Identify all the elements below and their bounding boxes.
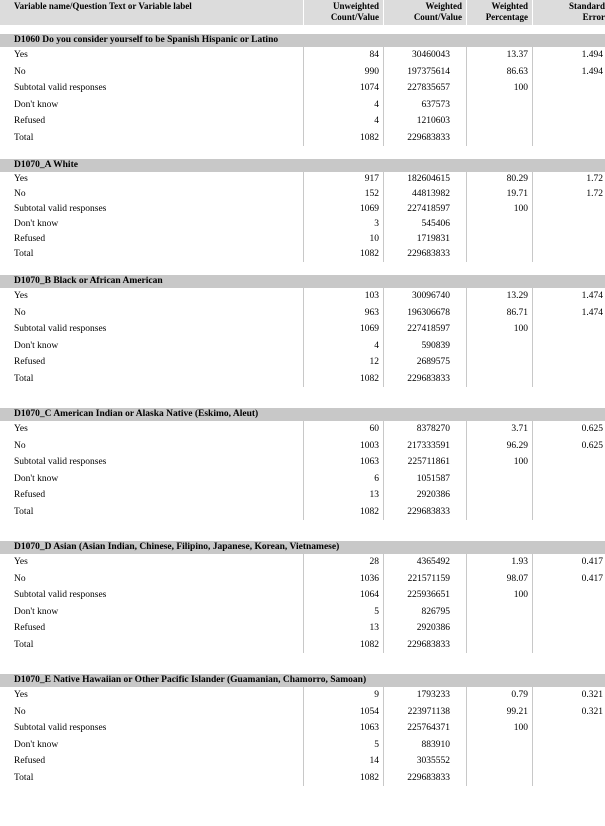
unweighted-count: 1082 bbox=[304, 247, 384, 262]
standard-error: 0.321 bbox=[581, 690, 603, 700]
row-label: No bbox=[0, 571, 304, 588]
row-label: Yes bbox=[0, 421, 304, 438]
weighted-count: 229683833 bbox=[384, 504, 467, 521]
weighted-count: 229683833 bbox=[384, 770, 467, 787]
weighted-percentage bbox=[467, 97, 533, 114]
weighted-count: 2689575 bbox=[384, 354, 467, 371]
standard-error: 0.417 bbox=[581, 573, 603, 584]
header-weighted-l1: Weighted bbox=[425, 1, 462, 11]
weighted-percentage: 96.29 bbox=[467, 438, 533, 455]
section-title: D1070_D Asian (Asian Indian, Chinese, Filipino, Japanese, Korean, Vietnamese) bbox=[0, 541, 605, 554]
standard-error bbox=[533, 232, 605, 247]
weighted-percentage: 13.37 bbox=[467, 47, 533, 64]
unweighted-count: 1082 bbox=[304, 504, 384, 521]
unweighted-count: 1069 bbox=[304, 321, 384, 338]
table-row bbox=[0, 720, 605, 737]
section-title: D1070_E Native Hawaiian or Other Pacific Islander (Guamanian, Chamorro, Samoan) bbox=[0, 674, 605, 687]
table-row bbox=[0, 187, 605, 202]
standard-error: 0.321 bbox=[581, 706, 603, 717]
unweighted-count: 1069 bbox=[304, 202, 384, 217]
variable-section bbox=[0, 541, 605, 653]
standard-error bbox=[533, 354, 605, 371]
standard-error: 1.494 bbox=[581, 50, 603, 60]
weighted-percentage bbox=[467, 637, 533, 654]
section-title: D1060 Do you consider yourself to be Spanish Hispanic or Latino bbox=[0, 34, 605, 47]
unweighted-count: 5 bbox=[304, 604, 384, 621]
weighted-count: 3035552 bbox=[384, 753, 467, 770]
header-variable-label: Variable name/Question Text or Variable label bbox=[14, 1, 192, 11]
weighted-percentage bbox=[467, 737, 533, 754]
weighted-percentage: 100 bbox=[467, 80, 533, 97]
weighted-percentage bbox=[467, 770, 533, 787]
weighted-percentage bbox=[467, 217, 533, 232]
table-row bbox=[0, 113, 605, 130]
weighted-percentage bbox=[467, 247, 533, 262]
row-label: Total bbox=[0, 504, 304, 521]
unweighted-count: 103 bbox=[304, 288, 384, 305]
weighted-count: 197375614 bbox=[384, 64, 467, 81]
standard-error bbox=[533, 97, 605, 114]
unweighted-count: 14 bbox=[304, 753, 384, 770]
weighted-percentage: 100 bbox=[467, 454, 533, 471]
weighted-count: 217333591 bbox=[384, 438, 467, 455]
standard-error bbox=[533, 604, 605, 621]
weighted-percentage bbox=[467, 604, 533, 621]
table-row bbox=[0, 454, 605, 471]
unweighted-count: 1082 bbox=[304, 130, 384, 147]
standard-error bbox=[533, 637, 605, 654]
standard-error bbox=[533, 753, 605, 770]
weighted-count: 1719831 bbox=[384, 232, 467, 247]
standard-error bbox=[533, 130, 605, 147]
row-label: Yes bbox=[0, 687, 304, 704]
weighted-percentage bbox=[467, 113, 533, 130]
table-row bbox=[0, 80, 605, 97]
unweighted-count: 6 bbox=[304, 471, 384, 488]
weighted-count: 1051587 bbox=[384, 471, 467, 488]
table-row bbox=[0, 217, 605, 232]
row-label: Don't know bbox=[0, 737, 304, 754]
unweighted-count: 152 bbox=[304, 187, 384, 202]
weighted-count: 590839 bbox=[384, 338, 467, 355]
row-label: No bbox=[0, 64, 304, 81]
header-unweighted-l1: Unweighted bbox=[332, 1, 379, 11]
standard-error: 1.474 bbox=[581, 307, 603, 318]
row-label: Refused bbox=[0, 232, 304, 247]
unweighted-count: 1074 bbox=[304, 80, 384, 97]
table-row bbox=[0, 232, 605, 247]
table-row bbox=[0, 247, 605, 262]
table-row bbox=[0, 421, 605, 438]
weighted-count: 229683833 bbox=[384, 371, 467, 388]
weighted-percentage: 100 bbox=[467, 587, 533, 604]
weighted-count: 221571159 bbox=[384, 571, 467, 588]
standard-error bbox=[533, 737, 605, 754]
section-title: D1070_B Black or African American bbox=[0, 275, 605, 288]
row-label: Total bbox=[0, 770, 304, 787]
weighted-count: 545406 bbox=[384, 217, 467, 232]
table-row bbox=[0, 770, 605, 787]
variable-section bbox=[0, 275, 605, 387]
weighted-percentage bbox=[467, 371, 533, 388]
row-label: Subtotal valid responses bbox=[0, 202, 304, 217]
table-row bbox=[0, 202, 605, 217]
unweighted-count: 10 bbox=[304, 232, 384, 247]
unweighted-count: 13 bbox=[304, 620, 384, 637]
row-label: Don't know bbox=[0, 97, 304, 114]
row-label: Don't know bbox=[0, 217, 304, 232]
row-label: No bbox=[0, 704, 304, 721]
table-row bbox=[0, 288, 605, 305]
header-se-l1: Standard bbox=[568, 1, 605, 11]
standard-error bbox=[533, 338, 605, 355]
table-row bbox=[0, 487, 605, 504]
weighted-count: 229683833 bbox=[384, 637, 467, 654]
standard-error bbox=[533, 80, 605, 97]
header-se-l2: Error bbox=[582, 12, 605, 22]
weighted-count: 30460043 bbox=[384, 47, 467, 64]
weighted-percentage bbox=[467, 130, 533, 147]
table-row bbox=[0, 571, 605, 588]
table-row bbox=[0, 587, 605, 604]
unweighted-count: 4 bbox=[304, 113, 384, 130]
unweighted-count: 917 bbox=[304, 172, 384, 187]
standard-error bbox=[533, 504, 605, 521]
table-row bbox=[0, 172, 605, 187]
table-row bbox=[0, 620, 605, 637]
weighted-percentage: 99.21 bbox=[467, 704, 533, 721]
table-row bbox=[0, 438, 605, 455]
standard-error: 1.72 bbox=[586, 174, 603, 184]
unweighted-count: 60 bbox=[304, 421, 384, 438]
unweighted-count: 5 bbox=[304, 737, 384, 754]
weighted-percentage bbox=[467, 471, 533, 488]
table-row bbox=[0, 687, 605, 704]
standard-error bbox=[533, 587, 605, 604]
variable-section bbox=[0, 34, 605, 146]
standard-error: 0.417 bbox=[581, 557, 603, 567]
standard-error: 1.72 bbox=[586, 189, 603, 199]
standard-error bbox=[533, 321, 605, 338]
table-row bbox=[0, 354, 605, 371]
row-label: Refused bbox=[0, 620, 304, 637]
table-row bbox=[0, 97, 605, 114]
unweighted-count: 3 bbox=[304, 217, 384, 232]
row-label: Refused bbox=[0, 354, 304, 371]
variable-section bbox=[0, 408, 605, 520]
section-title: D1070_C American Indian or Alaska Native (Eskimo, Aleut) bbox=[0, 408, 605, 421]
table-row bbox=[0, 321, 605, 338]
unweighted-count: 1036 bbox=[304, 571, 384, 588]
weighted-count: 4365492 bbox=[384, 554, 467, 571]
header-variable bbox=[0, 0, 304, 25]
standard-error bbox=[533, 217, 605, 232]
weighted-count: 227418597 bbox=[384, 321, 467, 338]
unweighted-count: 4 bbox=[304, 338, 384, 355]
section-title: D1070_A White bbox=[0, 159, 605, 172]
unweighted-count: 84 bbox=[304, 47, 384, 64]
weighted-count: 229683833 bbox=[384, 247, 467, 262]
weighted-percentage: 100 bbox=[467, 720, 533, 737]
weighted-count: 223971138 bbox=[384, 704, 467, 721]
row-label: Refused bbox=[0, 487, 304, 504]
table-row bbox=[0, 704, 605, 721]
row-label: Subtotal valid responses bbox=[0, 587, 304, 604]
unweighted-count: 28 bbox=[304, 554, 384, 571]
standard-error bbox=[533, 487, 605, 504]
weighted-count: 182604615 bbox=[384, 172, 467, 187]
header-weighted bbox=[384, 0, 467, 25]
table-row bbox=[0, 371, 605, 388]
header-weighted-l2: Count/Value bbox=[413, 12, 462, 22]
weighted-count: 225711861 bbox=[384, 454, 467, 471]
variable-section bbox=[0, 674, 605, 786]
standard-error bbox=[533, 770, 605, 787]
row-label: Yes bbox=[0, 288, 304, 305]
weighted-percentage: 100 bbox=[467, 321, 533, 338]
header-pct-l1: Weighted bbox=[491, 1, 528, 11]
weighted-count: 8378270 bbox=[384, 421, 467, 438]
standard-error bbox=[533, 720, 605, 737]
unweighted-count: 963 bbox=[304, 305, 384, 322]
header-standard-error bbox=[533, 0, 605, 25]
weighted-percentage: 86.71 bbox=[467, 305, 533, 322]
weighted-percentage: 13.29 bbox=[467, 288, 533, 305]
unweighted-count: 1082 bbox=[304, 637, 384, 654]
weighted-percentage bbox=[467, 232, 533, 247]
standard-error bbox=[533, 620, 605, 637]
unweighted-count: 12 bbox=[304, 354, 384, 371]
weighted-count: 225764371 bbox=[384, 720, 467, 737]
row-label: No bbox=[0, 305, 304, 322]
table-row bbox=[0, 737, 605, 754]
weighted-count: 826795 bbox=[384, 604, 467, 621]
table-row bbox=[0, 130, 605, 147]
weighted-count: 196306678 bbox=[384, 305, 467, 322]
unweighted-count: 1003 bbox=[304, 438, 384, 455]
unweighted-count: 1054 bbox=[304, 704, 384, 721]
table-row bbox=[0, 504, 605, 521]
weighted-percentage: 1.93 bbox=[467, 554, 533, 571]
weighted-count: 2920386 bbox=[384, 487, 467, 504]
weighted-count: 229683833 bbox=[384, 130, 467, 147]
header-unweighted bbox=[304, 0, 384, 25]
unweighted-count: 1063 bbox=[304, 720, 384, 737]
header-percentage bbox=[467, 0, 533, 25]
unweighted-count: 1082 bbox=[304, 770, 384, 787]
standard-error bbox=[533, 113, 605, 130]
header-pct-l2: Percentage bbox=[485, 12, 528, 22]
row-label: Subtotal valid responses bbox=[0, 454, 304, 471]
weighted-count: 30096740 bbox=[384, 288, 467, 305]
weighted-percentage bbox=[467, 338, 533, 355]
weighted-percentage: 100 bbox=[467, 202, 533, 217]
weighted-percentage bbox=[467, 753, 533, 770]
unweighted-count: 1064 bbox=[304, 587, 384, 604]
weighted-count: 227835657 bbox=[384, 80, 467, 97]
weighted-count: 637573 bbox=[384, 97, 467, 114]
weighted-percentage bbox=[467, 504, 533, 521]
row-label: Don't know bbox=[0, 338, 304, 355]
table-row bbox=[0, 64, 605, 81]
weighted-count: 225936651 bbox=[384, 587, 467, 604]
row-label: No bbox=[0, 187, 304, 202]
unweighted-count: 1082 bbox=[304, 371, 384, 388]
row-label: Don't know bbox=[0, 604, 304, 621]
table-row bbox=[0, 338, 605, 355]
weighted-percentage: 0.79 bbox=[467, 687, 533, 704]
unweighted-count: 990 bbox=[304, 64, 384, 81]
standard-error: 1.474 bbox=[581, 291, 603, 301]
standard-error bbox=[533, 202, 605, 217]
standard-error bbox=[533, 371, 605, 388]
table-row bbox=[0, 47, 605, 64]
table-row bbox=[0, 604, 605, 621]
weighted-percentage: 3.71 bbox=[467, 421, 533, 438]
weighted-percentage: 19.71 bbox=[467, 187, 533, 202]
weighted-percentage bbox=[467, 354, 533, 371]
sections-container bbox=[0, 34, 605, 786]
weighted-percentage bbox=[467, 487, 533, 504]
row-label: Refused bbox=[0, 753, 304, 770]
row-label: No bbox=[0, 438, 304, 455]
row-label: Don't know bbox=[0, 471, 304, 488]
header-unweighted-l2: Count/Value bbox=[330, 12, 379, 22]
table-header bbox=[0, 0, 605, 25]
unweighted-count: 4 bbox=[304, 97, 384, 114]
row-label: Total bbox=[0, 247, 304, 262]
weighted-count: 2920386 bbox=[384, 620, 467, 637]
standard-error bbox=[533, 454, 605, 471]
unweighted-count: 9 bbox=[304, 687, 384, 704]
row-label: Subtotal valid responses bbox=[0, 321, 304, 338]
table-row bbox=[0, 554, 605, 571]
weighted-count: 44813982 bbox=[384, 187, 467, 202]
table-row bbox=[0, 637, 605, 654]
row-label: Yes bbox=[0, 172, 304, 187]
row-label: Total bbox=[0, 371, 304, 388]
standard-error bbox=[533, 471, 605, 488]
weighted-percentage: 86.63 bbox=[467, 64, 533, 81]
row-label: Yes bbox=[0, 47, 304, 64]
table-row bbox=[0, 305, 605, 322]
standard-error: 1.494 bbox=[581, 66, 603, 77]
row-label: Subtotal valid responses bbox=[0, 80, 304, 97]
weighted-count: 1793233 bbox=[384, 687, 467, 704]
weighted-percentage bbox=[467, 620, 533, 637]
row-label: Refused bbox=[0, 113, 304, 130]
standard-error bbox=[533, 247, 605, 262]
unweighted-count: 13 bbox=[304, 487, 384, 504]
row-label: Subtotal valid responses bbox=[0, 720, 304, 737]
weighted-count: 1210603 bbox=[384, 113, 467, 130]
row-label: Total bbox=[0, 130, 304, 147]
standard-error: 0.625 bbox=[581, 440, 603, 451]
weighted-count: 883910 bbox=[384, 737, 467, 754]
table-row bbox=[0, 471, 605, 488]
standard-error: 0.625 bbox=[581, 424, 603, 434]
weighted-percentage: 98.07 bbox=[467, 571, 533, 588]
row-label: Yes bbox=[0, 554, 304, 571]
row-label: Total bbox=[0, 637, 304, 654]
weighted-count: 227418597 bbox=[384, 202, 467, 217]
table-row bbox=[0, 753, 605, 770]
variable-section bbox=[0, 159, 605, 262]
weighted-percentage: 80.29 bbox=[467, 172, 533, 187]
unweighted-count: 1063 bbox=[304, 454, 384, 471]
